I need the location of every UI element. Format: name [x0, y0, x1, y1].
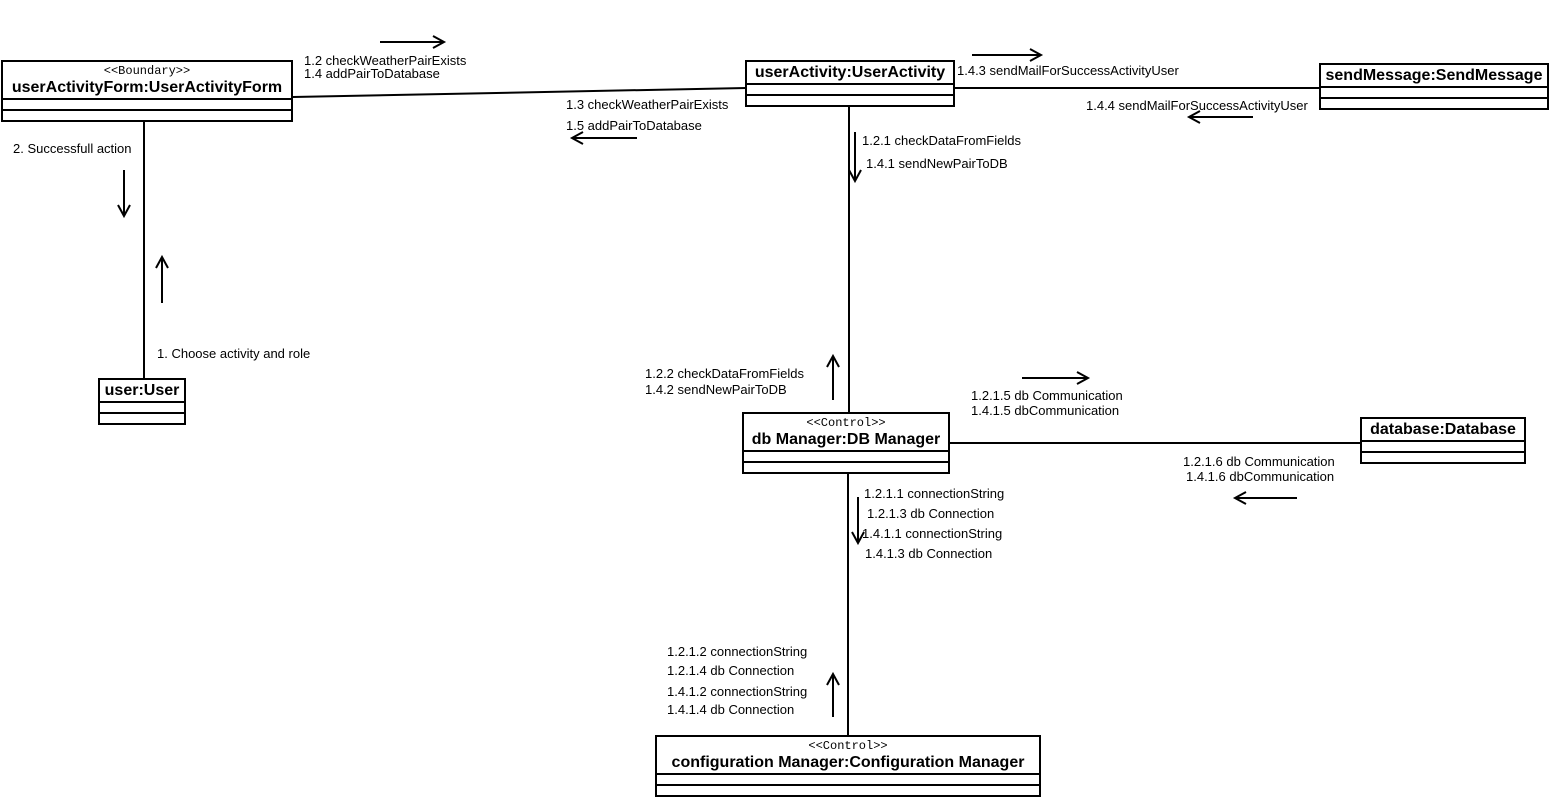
stereotype-label: <<Control>>	[806, 416, 886, 430]
object-user-activity-form[interactable]	[1, 60, 293, 122]
operations-compartment	[1362, 451, 1524, 462]
attributes-compartment	[1321, 86, 1547, 97]
message-label-1-4-1-4: 1.4.1.4 db Connection	[667, 702, 795, 717]
operations-compartment	[100, 412, 184, 423]
object-user[interactable]	[98, 378, 186, 425]
object-database[interactable]	[1360, 417, 1526, 464]
attributes-compartment	[1362, 440, 1524, 451]
object-name: configuration Manager:Configuration Manager	[671, 754, 1025, 771]
message-label-1-2-2: 1.2.2 checkDataFromFields	[645, 366, 804, 381]
operations-compartment	[744, 461, 948, 472]
message-label-1-4-1-6: 1.4.1.6 dbCommunication	[1186, 469, 1335, 484]
message-label-1-2-1-5: 1.2.1.5 db Communication	[971, 388, 1123, 403]
object-name: userActivityForm:UserActivityForm	[11, 79, 283, 96]
object-name: user:User	[104, 382, 180, 399]
message-label-1-2-1-4: 1.2.1.4 db Connection	[667, 663, 795, 678]
operations-compartment	[3, 109, 291, 120]
object-send-message[interactable]	[1319, 63, 1549, 110]
link-form-activity	[293, 88, 746, 97]
message-label-1-2-1: 1.2.1 checkDataFromFields	[862, 133, 1021, 148]
attributes-compartment	[747, 83, 953, 94]
message-label-1-4-1-3: 1.4.1.3 db Connection	[865, 546, 993, 561]
message-label-1-4-1: 1.4.1 sendNewPairToDB	[866, 156, 1008, 171]
message-label-1-2: 1.2 checkWeatherPairExists	[304, 53, 467, 68]
operations-compartment	[657, 784, 1039, 795]
message-label-1: 1. Choose activity and role	[157, 346, 311, 361]
object-name: db Manager:DB Manager	[751, 431, 941, 448]
message-label-1-4-1-2: 1.4.1.2 connectionString	[667, 684, 808, 699]
message-label-1-5: 1.5 addPairToDatabase	[566, 118, 702, 133]
stereotype-label: <<Control>>	[808, 739, 888, 753]
message-label-1-4-3: 1.4.3 sendMailForSuccessActivityUser	[957, 63, 1179, 78]
attributes-compartment	[3, 98, 291, 109]
object-configuration-manager[interactable]	[655, 735, 1041, 797]
object-name: database:Database	[1370, 421, 1516, 438]
message-label-1-4: 1.4 addPairToDatabase	[304, 66, 440, 81]
object-user-activity[interactable]	[745, 60, 955, 107]
object-name: userActivity:UserActivity	[754, 64, 946, 81]
attributes-compartment	[657, 773, 1039, 784]
attributes-compartment	[100, 401, 184, 412]
message-label-1-2-1-3: 1.2.1.3 db Connection	[867, 506, 995, 521]
message-label-1-2-1-1: 1.2.1.1 connectionString	[864, 486, 1005, 501]
message-label-1-4-1-1: 1.4.1.1 connectionString	[862, 526, 1003, 541]
attributes-compartment	[744, 450, 948, 461]
message-label-1-2-1-2: 1.2.1.2 connectionString	[667, 644, 808, 659]
operations-compartment	[747, 94, 953, 105]
operations-compartment	[1321, 97, 1547, 108]
message-label-1-4-2: 1.4.2 sendNewPairToDB	[645, 382, 787, 397]
message-label-1-4-1-5: 1.4.1.5 dbCommunication	[971, 403, 1120, 418]
object-name: sendMessage:SendMessage	[1325, 67, 1543, 84]
stereotype-label: <<Boundary>>	[103, 64, 191, 78]
message-label-1-2-1-6: 1.2.1.6 db Communication	[1183, 454, 1335, 469]
message-label-1-4-4: 1.4.4 sendMailForSuccessActivityUser	[1086, 98, 1308, 113]
message-label-1-3: 1.3 checkWeatherPairExists	[566, 97, 729, 112]
object-db-manager[interactable]	[742, 412, 950, 474]
message-label-2: 2. Successfull action	[13, 141, 132, 156]
